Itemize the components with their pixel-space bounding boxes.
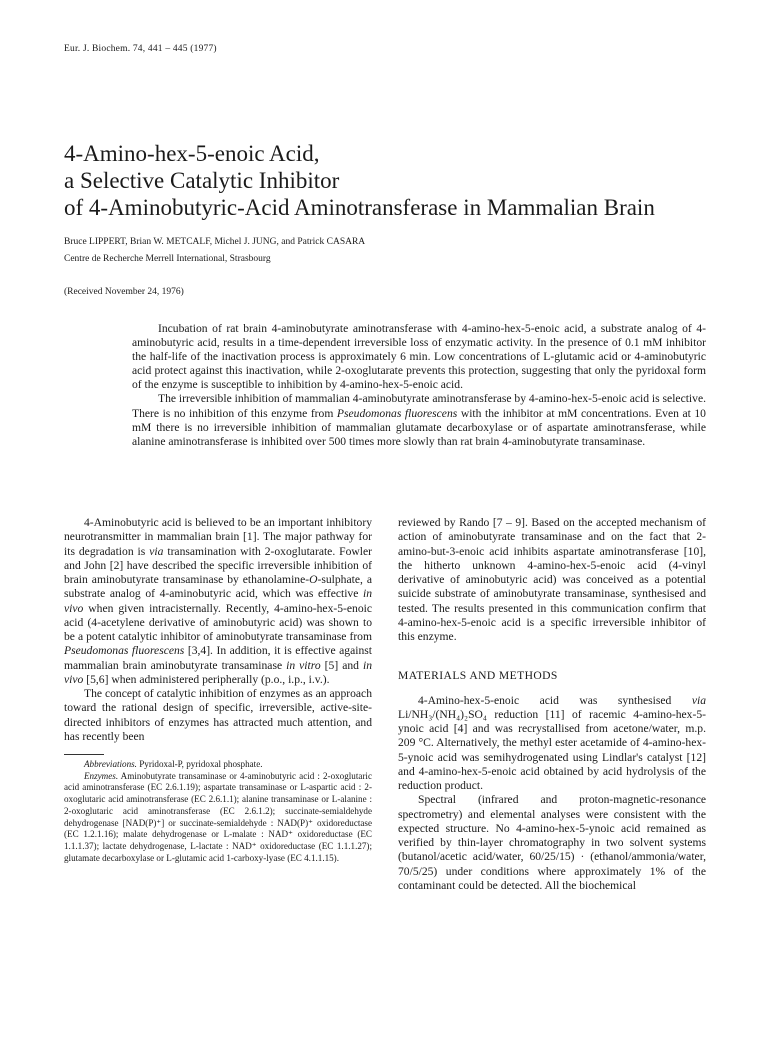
body-text: transamination with 2-oxoglutarate. Fowler and John [2] have described the specific irreversible inhibition of brain aminobutyrate transaminase by ethanolamine-	[64, 544, 373, 586]
body-text: [5,6] when administered peripherally (p.o., i.p., i.v.).	[83, 672, 330, 686]
body-text: -sulphate, a substrate analog of 4-aminobutyric acid, which was effective	[64, 573, 372, 601]
received-date: (Received November 24, 1976)	[64, 287, 184, 297]
abstract-paragraph-1: Incubation of rat brain 4-aminobutyrate aminotransferase with 4-amino-hex-5-enoic acid, a substrate analog of 4-aminobutyric acid, results in a time-dependent irreversible loss of enzymatic activity. In the presence of 0.1 mM inhibitor the half-life of the inactivation process is approximately 6 min. Low concentrations of L-glutamic acid or 4-aminobutyric acid protect against this inactivation, while 2-oxoglutarate prevents this protection, suggesting that only the pyridoxal form of the enzyme is susceptible to inhibition by 4-amino-hex-5-enoic acid.	[132, 322, 706, 392]
abstract-text: The irreversible inhibition of mammalian 4-aminobutyrate aminotransferase by 4-amino-hex-5-enoic acid is selective. There is no inhibition of this enzyme from	[132, 392, 706, 420]
italic-term: via	[691, 693, 706, 707]
title-line-1: 4-Amino-hex-5-enoic Acid,	[64, 141, 320, 166]
footnote-text: Pyridoxal-P, pyridoxal phosphate.	[136, 759, 263, 769]
italic-term: in vivo	[64, 587, 372, 615]
abstract	[132, 322, 706, 449]
footnote-label: Abbreviations.	[84, 759, 137, 769]
body-text: [5] and	[320, 658, 363, 672]
body-column-left	[64, 516, 372, 864]
methods-paragraph-2: Spectral (infrared and proton-magnetic-resonance spectrometry) and elemental analyses were consistent with the expected structure. No 4-amino-hex-5-ynoic acid remained as verified by thin-layer chromatography in two solvent systems (butanol/acetic acid/water, 60/25/15) · (ethanol/ammonia/water, 70/5/25) under conditions where approximately 1% of the contaminant could be detected. All the biochemical	[398, 793, 706, 892]
section-heading: MATERIALS AND METHODS	[398, 669, 558, 683]
body-text: [3,4]. In addition, it is effective against mammalian brain aminobutyrate transaminase	[64, 644, 372, 672]
body-text: Li/NH₃/(NH₄)₂SO₄ reduction [11] of racemic 4-amino-hex-5-ynoic acid [4] and was recrystallised from acetone/water, m.p. 209 °C. Alternatively, the methyl ester acetamide of 4-amino-hex-5-ynoic acid was semihydrogenated using Lindlar's catalyst [12] and 4-amino-hex-5-enoic acid obtained by acid hydrolysis of the reduction product.	[398, 707, 706, 792]
italic-term: in vitro	[286, 658, 321, 672]
footnote-enzymes	[64, 771, 372, 865]
italic-term: O	[309, 573, 318, 586]
body-column-right	[398, 516, 706, 893]
paper-title	[64, 140, 704, 221]
footnote-text: Aminobutyrate transaminase or 4-aminobutyric acid : 2-oxoglutaric acid aminotransferase (EC 2.6.1.19); aspartate transaminase or L-aspartic acid : 2-oxoglutaric acid aminotransferase (EC 2.6.1.1); alanine transaminase or L-alanine : 2-oxoglutaric acid aminotransferase (EC 2.6.1.2); succinate-semialdehyde dehydrogenase [NAD(P)⁺] or succinate-semialdehyde : NAD(P)⁺ oxidoreductase (EC 1.2.1.16); malate dehydrogenase or L-malate : NAD⁺ oxidoreductase (EC 1.1.1.37); lactate dehydrogenase, L-lactate : NAD⁺ oxidoreductase (EC 1.1.1.27); glutamate decarboxylase or L-glutamic acid 1-carboxy-lyase (EC 4.1.1.15).	[64, 770, 372, 863]
body-text: 4-Aminobutyric acid is believed to be an important inhibitory neurotransmitter in mammalian brain [1]. The major pathway for its degradation is	[64, 516, 372, 558]
species-name: Pseudomonas fluorescens	[64, 644, 185, 658]
species-name: Pseudomonas fluorescens	[336, 406, 458, 420]
title-line-2: a Selective Catalytic Inhibitor	[64, 168, 340, 193]
affiliation: Centre de Recherche Merrell International, Strasbourg	[64, 254, 271, 264]
methods-paragraph-1	[398, 694, 706, 794]
title-line-3: of 4-Aminobutyric-Acid Aminotransferase in Mammalian Brain	[64, 195, 655, 220]
footnote-divider	[64, 754, 104, 755]
footnote-abbreviations	[64, 759, 372, 771]
journal-reference: Eur. J. Biochem. 74, 441 – 445 (1977)	[64, 44, 217, 54]
body-text: when given intracisternally. Recently, 4-amino-hex-5-enoic acid (4-acetylene derivative of aminobutyric acid) was shown to be a potent catalytic inhibitor of aminobutyrate transaminase from	[64, 601, 372, 643]
author-list: Bruce LIPPERT, Brian W. METCALF, Michel J. JUNG, and Patrick CASARA	[64, 237, 366, 247]
intro-paragraph-3: reviewed by Rando [7 – 9]. Based on the accepted mechanism of action of aminobutyrate transaminase and on the fact that 2-amino-but-3-enoic acid inhibits aspartate aminotransferase [10], the hitherto unknown 4-amino-hex-5-enoic acid (4-vinyl derivative of aminobutyric acid) was conceived as a potential suicide substrate of aminobutyrate transaminase, synthesised and tested. The results presented in this communication confirm that 4-amino-hex-5-enoic acid is a specific irreversible inhibitor of this enzyme.	[398, 516, 706, 643]
abstract-text: with the inhibitor at mM concentrations. Even at 10 mM there is no irreversible inhibition of mammalian glutamate decarboxylase or of aspartate aminotransferase, while alanine aminotransferase is inhibited over 500 times more slowly than rat brain 4-aminobutyrate transaminase.	[132, 406, 706, 448]
intro-paragraph-1	[64, 516, 372, 687]
italic-term: via	[149, 544, 164, 558]
body-text: 4-Amino-hex-5-enoic acid was synthesised	[418, 693, 692, 707]
intro-paragraph-2: The concept of catalytic inhibition of enzymes as an approach toward the rational design of specific, irreversible, active-site-directed inhibitors of enzymes has attracted much attention, and has recently been	[64, 687, 372, 743]
italic-term: in vivo	[64, 658, 372, 686]
abstract-paragraph-2	[132, 392, 706, 448]
footnote-label: Enzymes.	[84, 770, 119, 781]
